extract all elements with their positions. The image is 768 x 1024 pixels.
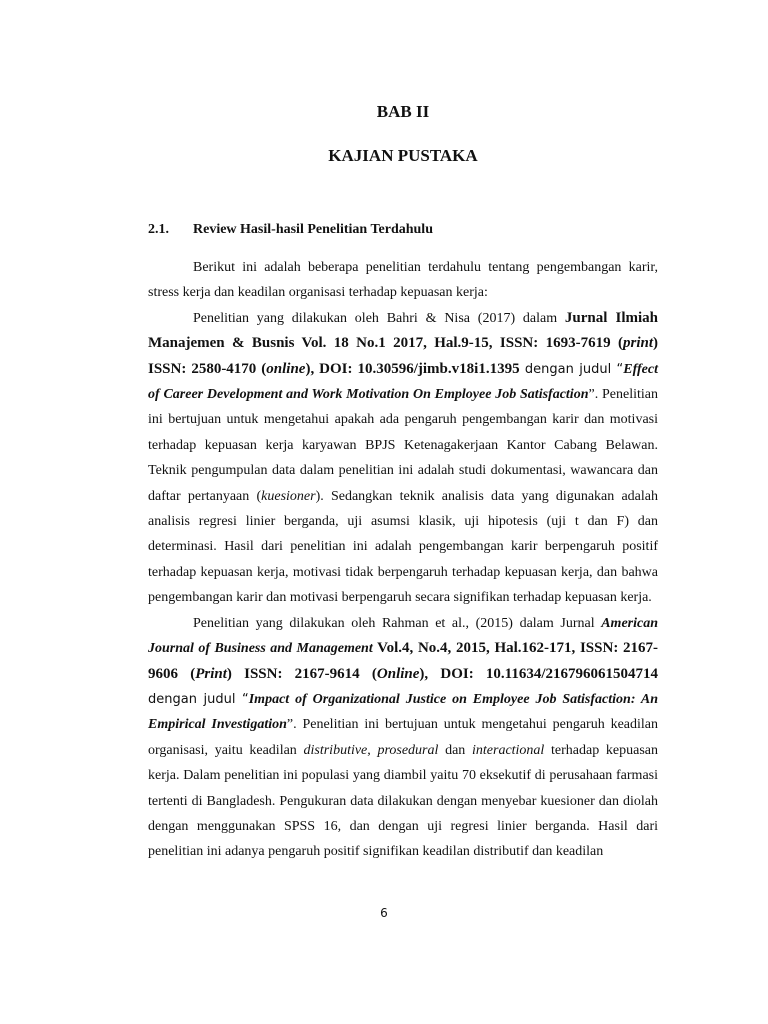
text: ). Sedangkan teknik analisis data yang digunakan adalah analisis regresi linier berganda, uji asumsi klasik, uji hipotesis (uji t dan F) dan determinasi. Hasil dari penelitian ini adalah pengembangan karir berpengaruh positif terhadap kepuasan kerja, motivasi tidak berpengaruh terhadap kepuasan kerja, dan bahwa pengembangan karir dan motivasi berpengaruh secara signifikan terhadap kepuasan kerja. (148, 488, 658, 606)
paragraph-intro: Berikut ini adalah beberapa penelitian terdahulu tentang pengembangan karir, stress kerja dan keadilan organisasi terhadap kepuasan kerja: (148, 260, 658, 301)
term-interactional: interactional (472, 742, 545, 758)
text: Penelitian yang dilakukan oleh Bahri & Nisa (2017) dalam (193, 310, 565, 326)
journal-citation: Jurnal Ilmiah Manajemen & Busnis Vol. 18 No.1 2017, Hal.9-15, ISSN: 1693-7619 (print) ISSN: 2580-4170 (online), DOI: 10.30596/jimb.v18i1.1395 (148, 309, 658, 377)
page-number: 6 (380, 906, 388, 920)
text: dengan judul “ (148, 691, 249, 707)
term-distributive: distributive (303, 742, 368, 758)
paragraph-rahman: Penelitian yang dilakukan oleh Rahman et al., (2015) dalam Jurnal American Journal of Business and Management Vol.4, No.4, 2015, Hal.162-171, ISSN: 2167-9606 (Print) ISSN: 2167-9614 (Online), DOI: 10.11634/216796061504714 dengan judul “Impact of Organizational Justice on Employee Job Satisfaction: An Empirical Investigation”. Penelitian ini bertujuan untuk mengetahui pengaruh keadilan organisasi, yaitu keadilan distributive, prosedural dan interactional terhadap kepuasan kerja. Dalam penelitian ini populasi yang diambil yaitu 70 eksekutif di perusahaan farmasi tertenti di Bangladesh. Pengukuran data dilakukan dengan menyebar kuesioner dan diolah dengan menggunakan SPSS 16, dan dengan uji regresi linier berganda. Hasil dari penelitian ini adanya pengaruh positif signifikan keadilan distributif dan keadilan (148, 615, 659, 860)
paragraph-bahri-nisa (148, 306, 658, 611)
chapter-title: KAJIAN PUSTAKA (328, 146, 478, 165)
text: terhadap kepuasan kerja. Dalam penelitian ini populasi yang diambil yaitu 70 eksekutif di perusahaan farmasi tertenti di Bangladesh. Pengukuran data dilakukan dengan menyebar kuesioner dan diolah dengan menggunakan SPSS 16, dan dengan uji regresi linier berganda. Hasil dari penelitian ini adanya pengaruh positif signifikan keadilan distributif dan keadilan (148, 742, 658, 860)
term-prosedural: prosedural (377, 742, 439, 758)
section-heading (148, 222, 658, 238)
journal-citation: Vol.4, No.4, 2015, Hal.162-171, ISSN: 2167-9606 (Print) ISSN: 2167-9614 (Online), DOI: 10.11634/216796061504714 (148, 640, 659, 682)
section-number: 2.1. (148, 222, 169, 237)
article-title: Effect of Career Development and Work Motivation On Employee Job Satisfaction (148, 361, 658, 403)
text: dengan judul “ (519, 361, 624, 377)
journal-name: American Journal of Business and Management (148, 615, 658, 657)
document-page (148, 100, 658, 865)
section-title: Review Hasil-hasil Penelitian Terdahulu (193, 222, 433, 237)
text: ”. Penelitian ini bertujuan untuk mengetahui pengaruh keadilan organisasi, yaitu keadilan (148, 717, 659, 758)
article-title: Impact of Organizational Justice on Employee Job Satisfaction: An Empirical Investigation (148, 691, 658, 733)
text: ”. Penelitian ini bertujuan untuk mengetahui apakah ada pengaruh pengembangan karir dan motivasi terhadap kepuasan kerja karyawan BPJS Ketenagakerjaan Kantor Cabang Belawan. Teknik pengumpulan data dalam penelitian ini adalah studi dokumentasi, wawancara dan daftar pertanyaan ( (148, 387, 658, 504)
text: Penelitian yang dilakukan oleh Rahman et al., (2015) dalam Jurnal (193, 615, 602, 631)
term-kuesioner: kuesioner (261, 488, 316, 504)
chapter-number: BAB II (376, 102, 430, 121)
